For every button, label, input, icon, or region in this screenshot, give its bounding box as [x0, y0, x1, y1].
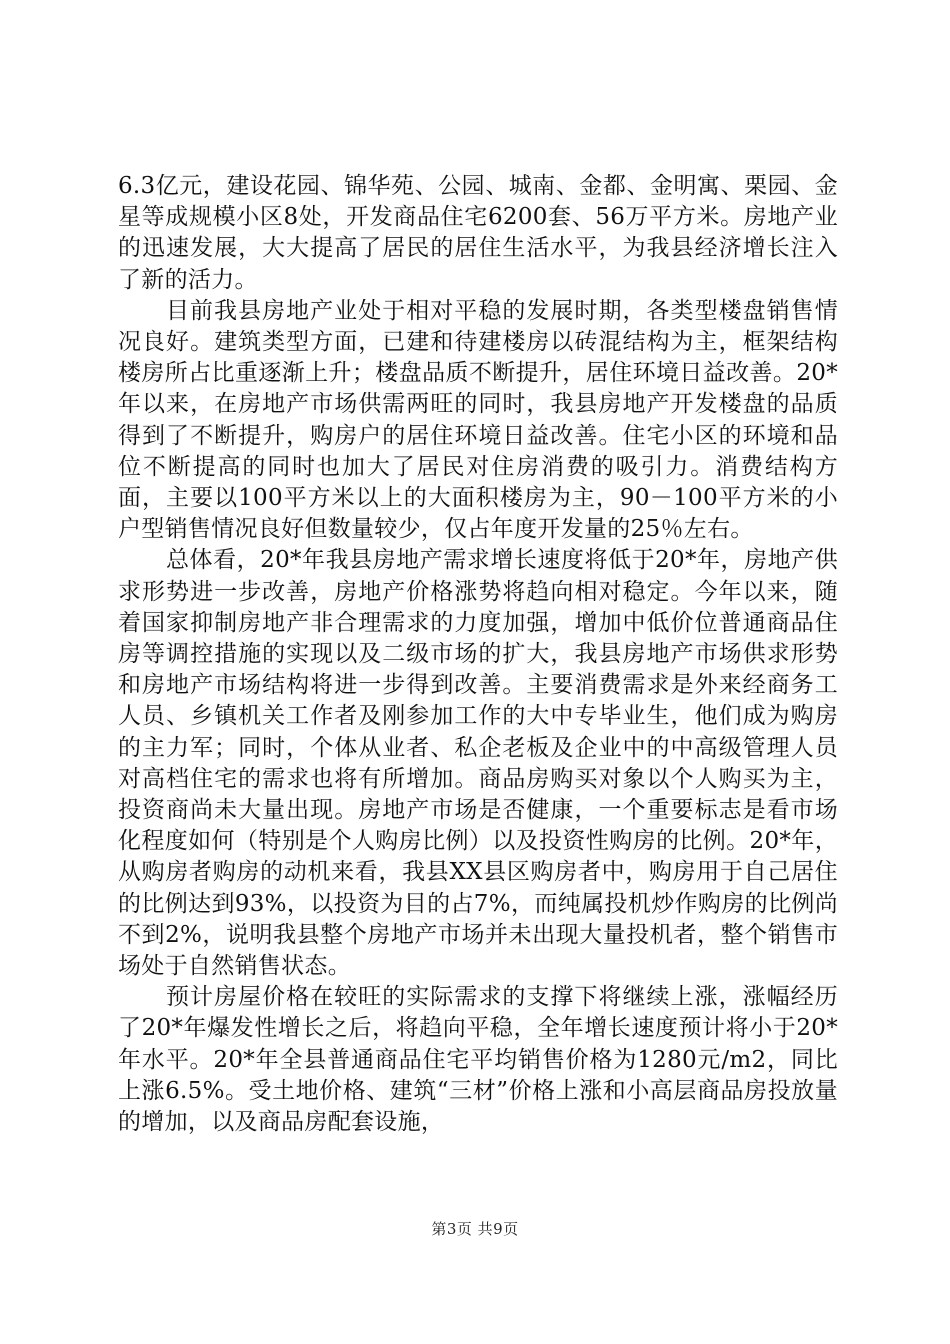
document-body — [118, 171, 838, 1138]
paragraph-2: 目前我县房地产业处于相对平稳的发展时期，各类型楼盘销售情况良好。建筑类型方面，已建和待建楼房以砖混结构为主，框架结构楼房所占比重逐渐上升；楼盘品质不断提升，居住环境日益改善。20*年以来，在房地产市场供需两旺的同时，我县房地产开发楼盘的品质得到了不断提升，购房户的居住环境日益改善。住宅小区的环境和品位不断提高的同时也加大了居民对住房消费的吸引力。消费结构方面，主要以100平方米以上的大面积楼房为主，90－100平方米的小户型销售情况良好但数量较少，仅占年度开发量的25％左右。 — [118, 297, 838, 543]
paragraph-4: 预计房屋价格在较旺的实际需求的支撑下将继续上涨，涨幅经历了20*年爆发性增长之后，将趋向平稳，全年增长速度预计将小于20*年水平。20*年全县普通商品住宅平均销售价格为1280元/m2，同比上涨6.5%。受土地价格、建筑“三材”价格上涨和小高层商品房投放量的增加，以及商品房配套设施， — [118, 984, 838, 1136]
page-number-footer: 第3页 共9页 — [431, 1220, 519, 1238]
paragraph-1: 6.3亿元，建设花园、锦华苑、公园、城南、金都、金明寓、栗园、金星等成规模小区8处，开发商品住宅6200套、56万平方米。房地产业的迅速发展，大大提高了居民的居住生活水平，为我县经济增长注入了新的活力。 — [118, 173, 838, 293]
paragraph-3: 总体看，20*年我县房地产需求增长速度将低于20*年，房地产供求形势进一步改善，房地产价格涨势将趋向相对稳定。今年以来，随着国家抑制房地产非合理需求的力度加强，增加中低价位普通商品住房等调控措施的实现以及二级市场的扩大，我县房地产市场供求形势和房地产市场结构将进一步得到改善。主要消费需求是外来经商务工人员、乡镇机关工作者及刚参加工作的大中专毕业生，他们成为购房的主力军；同时，个体从业者、私企老板及企业中的中高级管理人员对高档住宅的需求也将有所增加。商品房购买对象以个人购买为主，投资商尚未大量出现。房地产市场是否健康，一个重要标志是看市场化程度如何（特别是个人购房比例）以及投资性购房的比例。20*年，从购房者购房的动机来看，我县XX县区购房者中，购房用于自己居住的比例达到93%，以投资为目的占7%，而纯属投机炒作购房的比例尚不到2%，说明我县整个房地产市场并未出现大量投机者，整个销售市场处于自然销售状态。 — [118, 547, 838, 980]
